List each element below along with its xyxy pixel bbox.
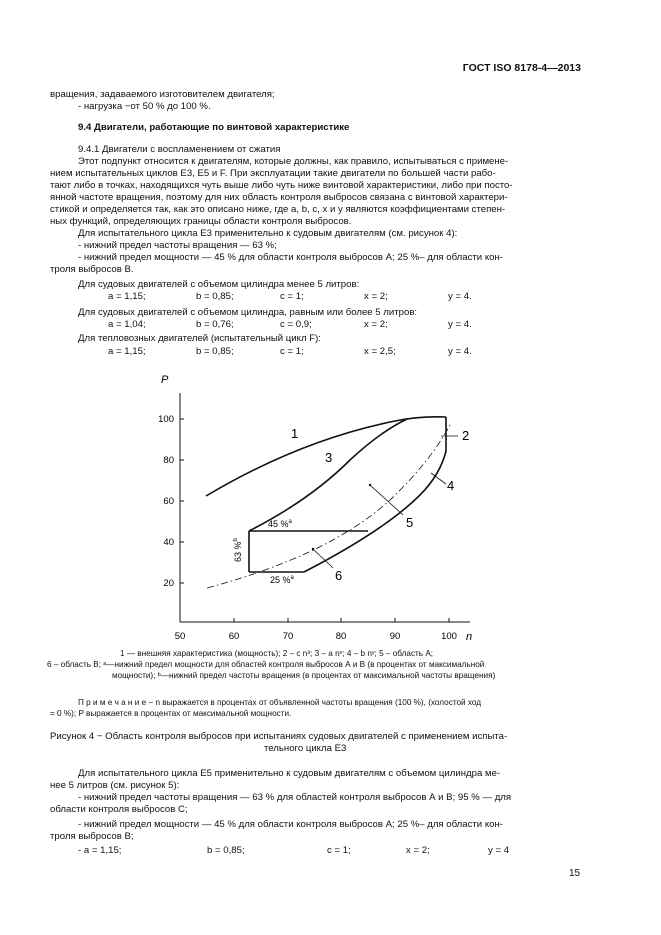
coef-x: x = 2;: [364, 319, 388, 330]
callout-5: 5: [406, 515, 414, 530]
figure-note-line: П р и м е ч а н и е − n выражается в процентах от объявленной частоты вращения (100 %), (холостой ход: [78, 698, 482, 707]
paragraph-line: - нижний предел мощности — 45 % для области контроля выбросов А; 25 %– для области кон-: [78, 252, 503, 263]
x-tick-label: 50: [174, 631, 186, 642]
paragraph-line: Для судовых двигателей с объемом цилиндра, равным или более 5 литров:: [78, 307, 418, 318]
coef-a: a = 1,15;: [108, 346, 146, 357]
x-tick-label: 100: [441, 631, 457, 642]
emission-area-diagram: [0, 360, 661, 650]
subsection-title: 9.4.1 Двигатели с воспламенением от сжатия: [78, 144, 281, 155]
coef-b: b = 0,85;: [196, 346, 234, 357]
x-axis-label: n: [466, 631, 473, 643]
label-25-percent: 25 %$^a$: [270, 575, 294, 585]
coef-c: c = 0,9;: [280, 319, 312, 330]
x-tick-label: 70: [282, 631, 294, 642]
paragraph-line: троля выбросов В.: [50, 264, 134, 275]
y-tick-label: 40: [163, 537, 174, 548]
coef-b: b = 0,85;: [207, 845, 245, 856]
paragraph-line: Для испытательного цикла Е5 применительно к судовым двигателям с объемом цилиндра ме-: [78, 768, 501, 779]
paragraph-line: Для тепловозных двигателей (испытательный цикл F):: [78, 333, 321, 344]
paragraph-line: Для судовых двигателей с объемом цилиндра менее 5 литров:: [78, 279, 360, 290]
paragraph-line: - нижний предел мощности — 45 % для области контроля выбросов А; 25 %– для области кон-: [78, 819, 503, 830]
paragraph-line: - нижний предел частоты вращения — 63 % для областей контроля выбросов А и В; 95 % — для: [78, 792, 512, 803]
y-tick-label: 100: [158, 414, 174, 425]
curve-4-lower-boundary: [304, 451, 446, 572]
document-header: ГОСТ ISO 8178-4—2013: [462, 62, 581, 74]
callout-1: 1: [291, 426, 299, 441]
section-title: 9.4 Двигатели, работающие по винтовой характеристике: [78, 122, 350, 133]
paragraph-line: троля выбросов В;: [50, 831, 134, 842]
figure-caption: тельного цикла Е3: [264, 743, 347, 754]
label-45-percent: 45 %$^a$: [268, 519, 292, 529]
callout-3: 3: [325, 450, 333, 465]
coef-y: y = 4.: [448, 319, 472, 330]
page-number: 15: [569, 868, 581, 879]
figure-legend-line: 1 — внешняя характеристика (мощность); 2 – c n³; 3 – a nˣ; 4 – b nʸ; 5 – область А;: [120, 649, 434, 658]
figure-legend-line: 6 – область В; ᵃ—нижний предел мощности для областей контроля выбросов А и В (в процентах от максимальной: [47, 660, 485, 669]
coef-x: x = 2,5;: [364, 346, 396, 357]
coef-b: b = 0,85;: [196, 291, 234, 302]
callout-2: 2: [462, 428, 470, 443]
paragraph-line: области контроля выбросов С;: [50, 804, 188, 815]
paragraph-line: Для испытательного цикла Е3 применительно к судовым двигателям (см. рисунок 4):: [78, 228, 458, 239]
callout-4: 4: [447, 478, 455, 493]
coef-a: a = 1,04;: [108, 319, 146, 330]
figure-caption: Рисунок 4 − Область контроля выбросов при испытаниях судовых двигателей с применением испыта-: [50, 731, 508, 742]
x-tick-label: 60: [228, 631, 240, 642]
paragraph-line: стикой и определяется так, как это описано ниже, где a, b, c, x и y являются коэффициентами степен-: [50, 204, 506, 215]
callout-5-leader: [370, 485, 403, 515]
figure-note-line: = 0 %); P выражается в процентах от максимальной мощности.: [50, 709, 292, 718]
y-tick-label: 80: [163, 455, 174, 466]
callout-5-marker: [369, 484, 371, 486]
coef-c: c = 1;: [280, 346, 304, 357]
coef-b: b = 0,76;: [196, 319, 234, 330]
coef-y: y = 4: [488, 845, 510, 856]
paragraph-line: янной частоте вращения, поэтому для них область контроля выбросов связана с винтовой характери-: [50, 192, 508, 203]
paragraph-line: нее 5 литров (см. рисунок 5):: [50, 780, 180, 791]
curve-3-upper-boundary: [249, 419, 407, 531]
paragraph-line: ных функций, определяющих границы области контроля выбросов.: [50, 216, 352, 227]
coef-x: x = 2;: [406, 845, 430, 856]
y-axis-label: P: [161, 374, 169, 386]
coef-x: x = 2;: [364, 291, 388, 302]
y-tick-label: 20: [163, 578, 174, 589]
x-tick-label: 90: [389, 631, 401, 642]
callout-6-marker: [312, 548, 314, 550]
label-63-percent: 63 %$^b$: [233, 538, 243, 562]
coef-y: y = 4.: [448, 291, 472, 302]
paragraph-line: тают либо в точках, находящихся чуть выше либо чуть ниже винтовой характеристики, либо при посто-: [50, 180, 513, 191]
text-line: вращения, задаваемого изготовителем двигателя;: [50, 89, 275, 100]
coef-a: a = 1,15;: [108, 291, 146, 302]
paragraph-line: - нижний предел частоты вращения — 63 %;: [78, 240, 277, 251]
paragraph-line: нием испытательных циклов Е3, Е5 и F. При эксплуатации такие двигатели по большей части рабо-: [50, 168, 496, 179]
text-line: - нагрузка −от 50 % до 100 %.: [78, 101, 211, 112]
coef-c: c = 1;: [280, 291, 304, 302]
y-tick-label: 60: [163, 496, 174, 507]
paragraph-line: Этот подпункт относится к двигателям, которые должны, как правило, испытываться с примене-: [78, 156, 509, 167]
figure-legend-line: мощности); ᵇ—нижний предел частоты вращения (в процентах от максимальной частоты вращения): [112, 671, 496, 680]
coef-y: y = 4.: [448, 346, 472, 357]
coef-a: - a = 1,15;: [78, 845, 122, 856]
callout-6: 6: [335, 568, 343, 583]
coef-c: c = 1;: [327, 845, 351, 856]
x-tick-label: 80: [335, 631, 347, 642]
